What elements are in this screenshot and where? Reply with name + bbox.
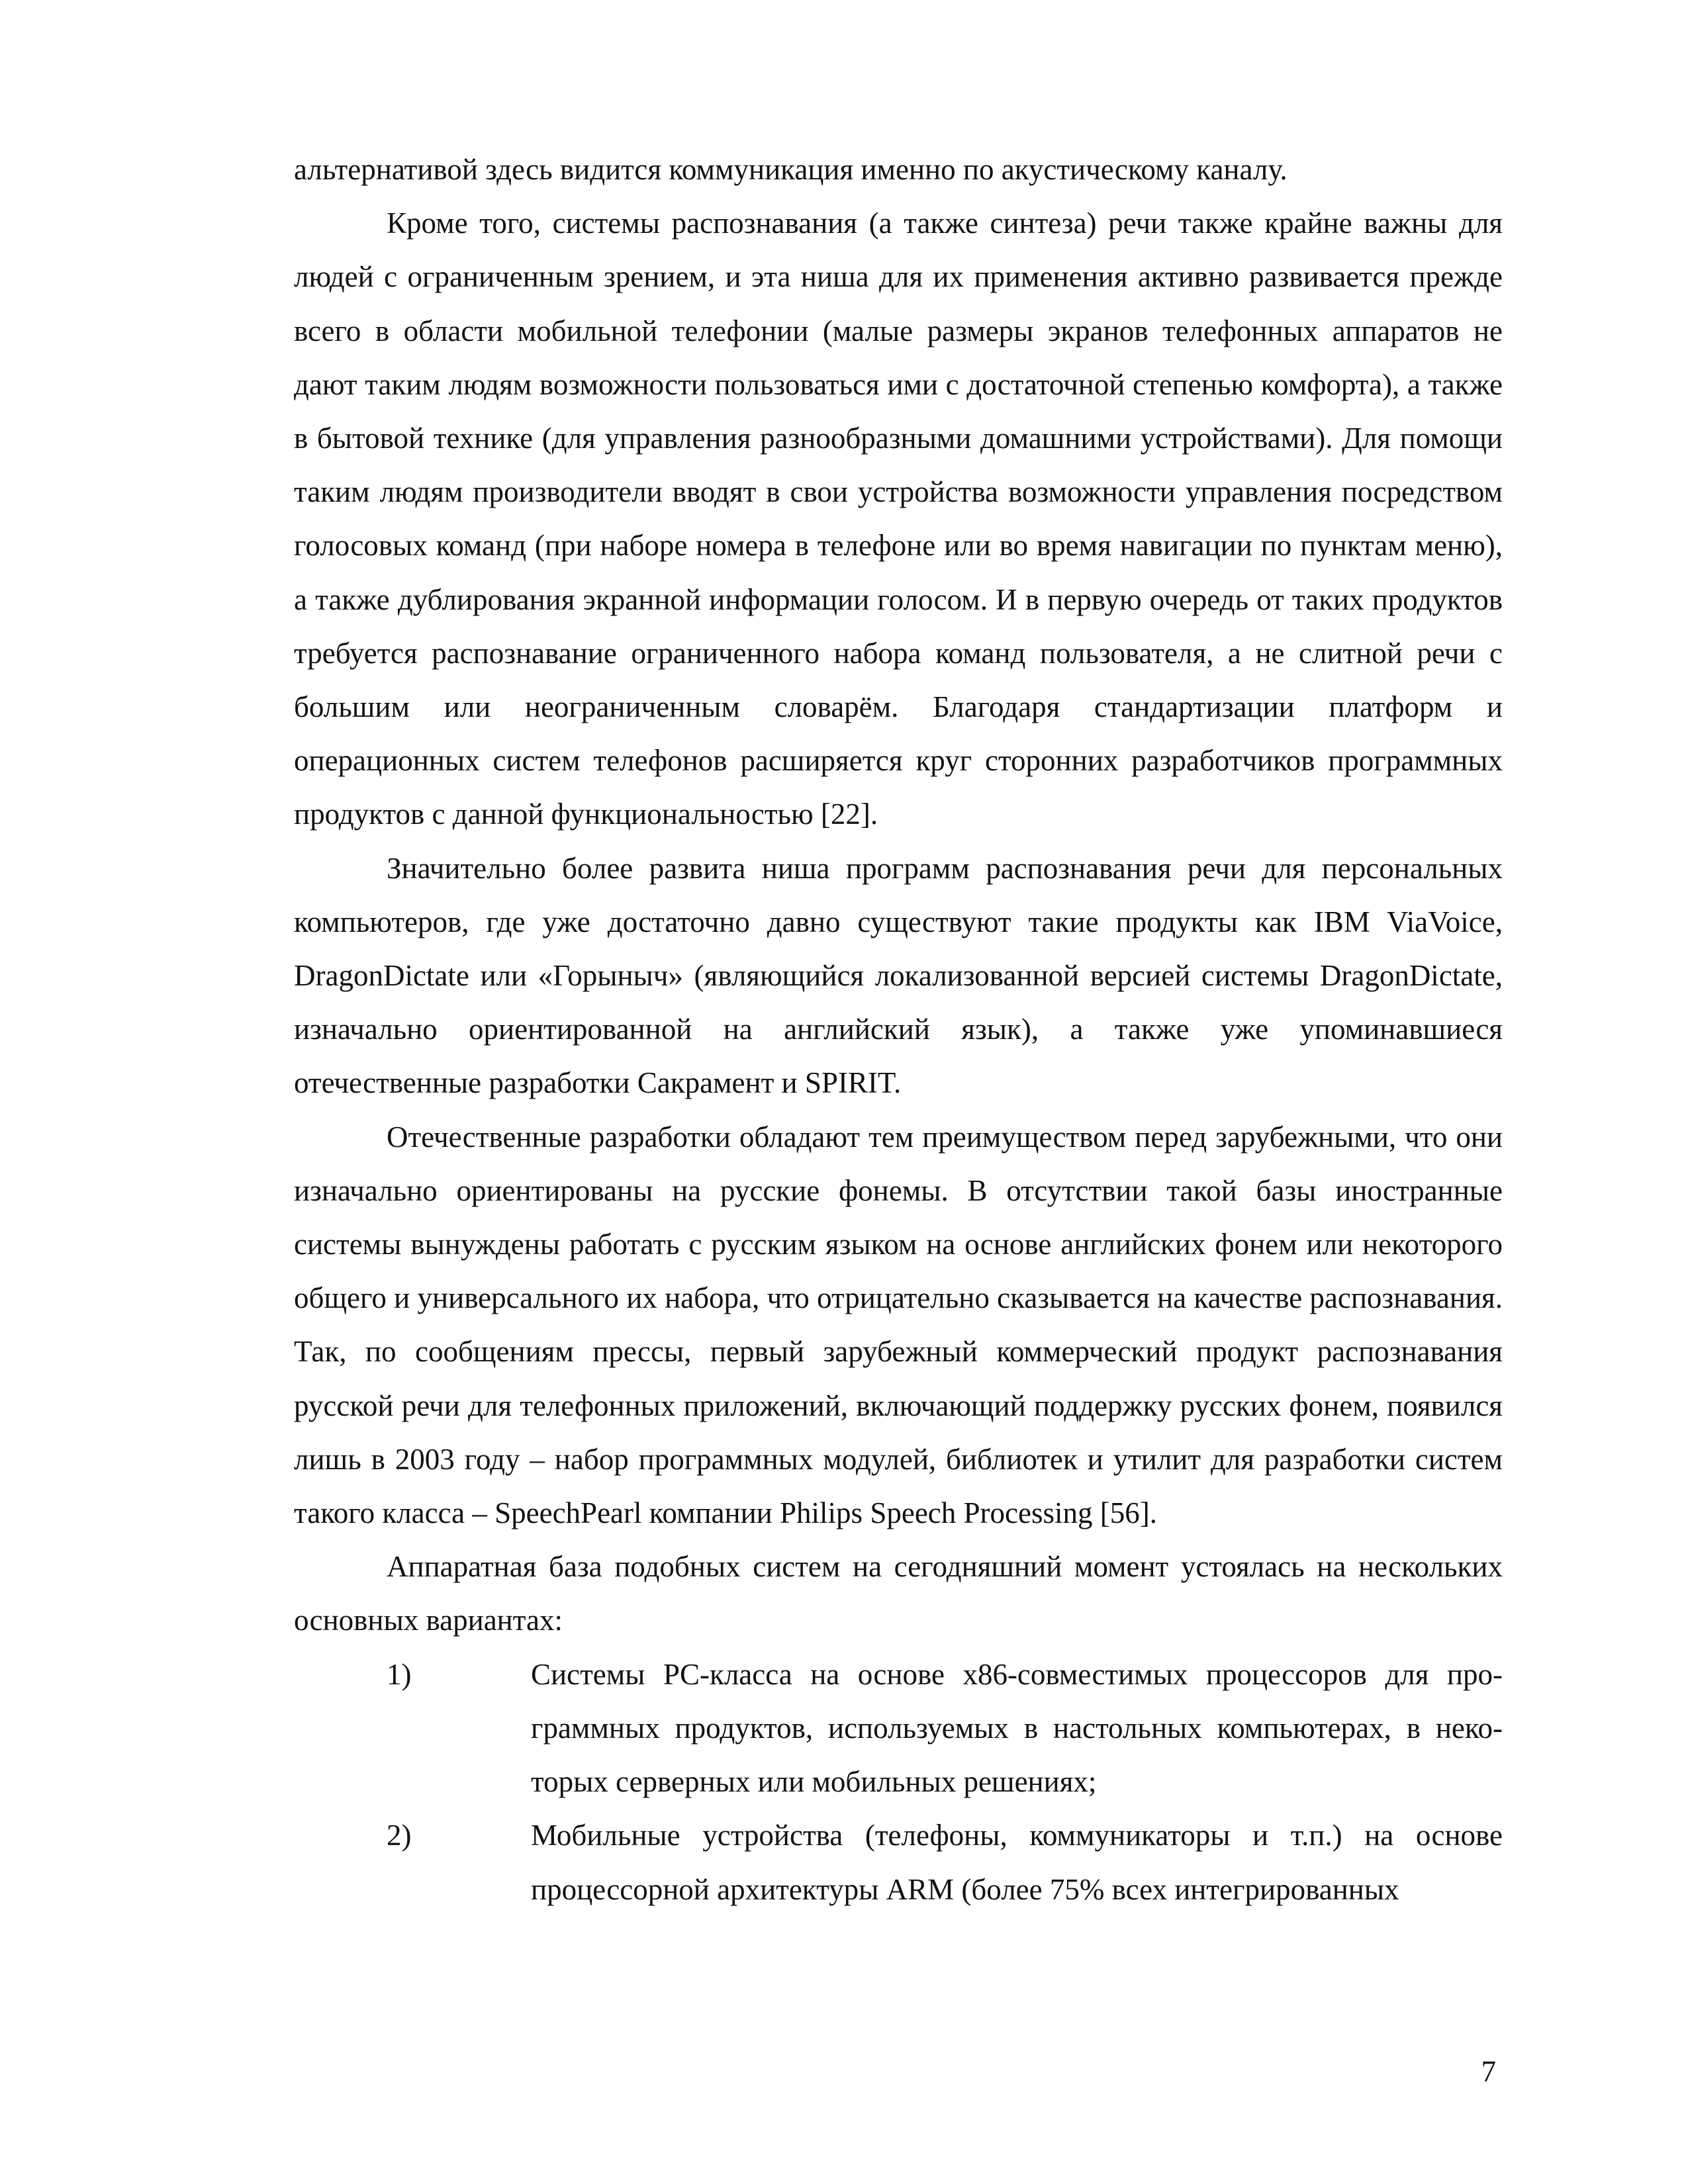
- paragraph-4: Отечественные разработки обладают тем преимуществом перед зарубежными, что они изначально ориентированы на русские фонемы. В отсутствии такой базы иностранные системы вынуждены работать с русским языком на основе английских фонем или некоторого общего и универсального их набора, что отрицательно сказывается на качестве распознавания. Так, по сообщениям прессы, первый зарубежный коммерческий продукт распознавания русской речи для телефонных приложений, включающий поддержку русских фонем, появился лишь в 2003 году – набор программных модулей, библиотек и утилит для разработки систем такого класса – SpeechPearl компании Philips Speech Processing [56].: [294, 1120, 1503, 1530]
- paragraph-2: Кроме того, системы распознавания (а также синтеза) речи также крайне важны для людей с ограниченным зрением, и эта ниша для их применения активно развивается прежде всего в области мобильной телефонии (малые размеры экранов телефонных аппаратов не дают таким людям возможности пользоваться ими с достаточной степенью комфорта), а также в бытовой технике (для управления разнообразными домашними устройствами). Для помощи таким людям производители вводят в свои устройства возможности управления посредством голосовых команд (при наборе номера в телефоне или во время навигации по пунктам меню), а также дублирования экранной информации голосом. И в первую очередь от таких продуктов требуется распознавание ограниченного набора команд пользователя, а не слитной речи с большим или неограниченным словарём. Благодаря стандартизации платформ и операционных систем телефонов расширяется круг сторонних разработчиков программных продуктов с данной функциональностью [22].: [294, 206, 1503, 831]
- document-page: [294, 143, 1503, 1917]
- list-item: [294, 1809, 1503, 1916]
- paragraph-3: Значительно более развита ниша программ распознавания речи для персональных компьютеров, где уже достаточно давно существуют такие продукты как IBM ViaVoice, DragonDictate или «Горыныч» (являющийся локализованной версией системы DragonDictate, изначально ориентированной на английский язык), а также уже упоминавшиеся отечественные разработки Сакрамент и SPIRIT.: [294, 851, 1503, 1100]
- paragraph-1: альтернативой здесь видится коммуникация именно по акустическому каналу.: [294, 153, 1288, 186]
- numbered-list: [294, 1648, 1503, 1917]
- paragraph-5: Аппаратная база подобных систем на сегодняшний момент устоялась на нескольких основных вариантах:: [294, 1550, 1503, 1637]
- page-number: 7: [1481, 2055, 1496, 2088]
- list-item-text: Мобильные устройства (телефоны, коммуникаторы и т.п.) на основе процессорной архитектуры ARM (более 75% всех интегрированных: [531, 1819, 1503, 1906]
- list-item-number: 2): [387, 1819, 412, 1852]
- list-item-text: Системы PC-класса на основе x86-совместимых процессоров для программных продуктов, используемых в настольных компьютерах, в некоторых серверных или мобильных решениях;: [531, 1657, 1503, 1799]
- list-item: [294, 1648, 1503, 1809]
- list-item-number: 1): [387, 1657, 412, 1691]
